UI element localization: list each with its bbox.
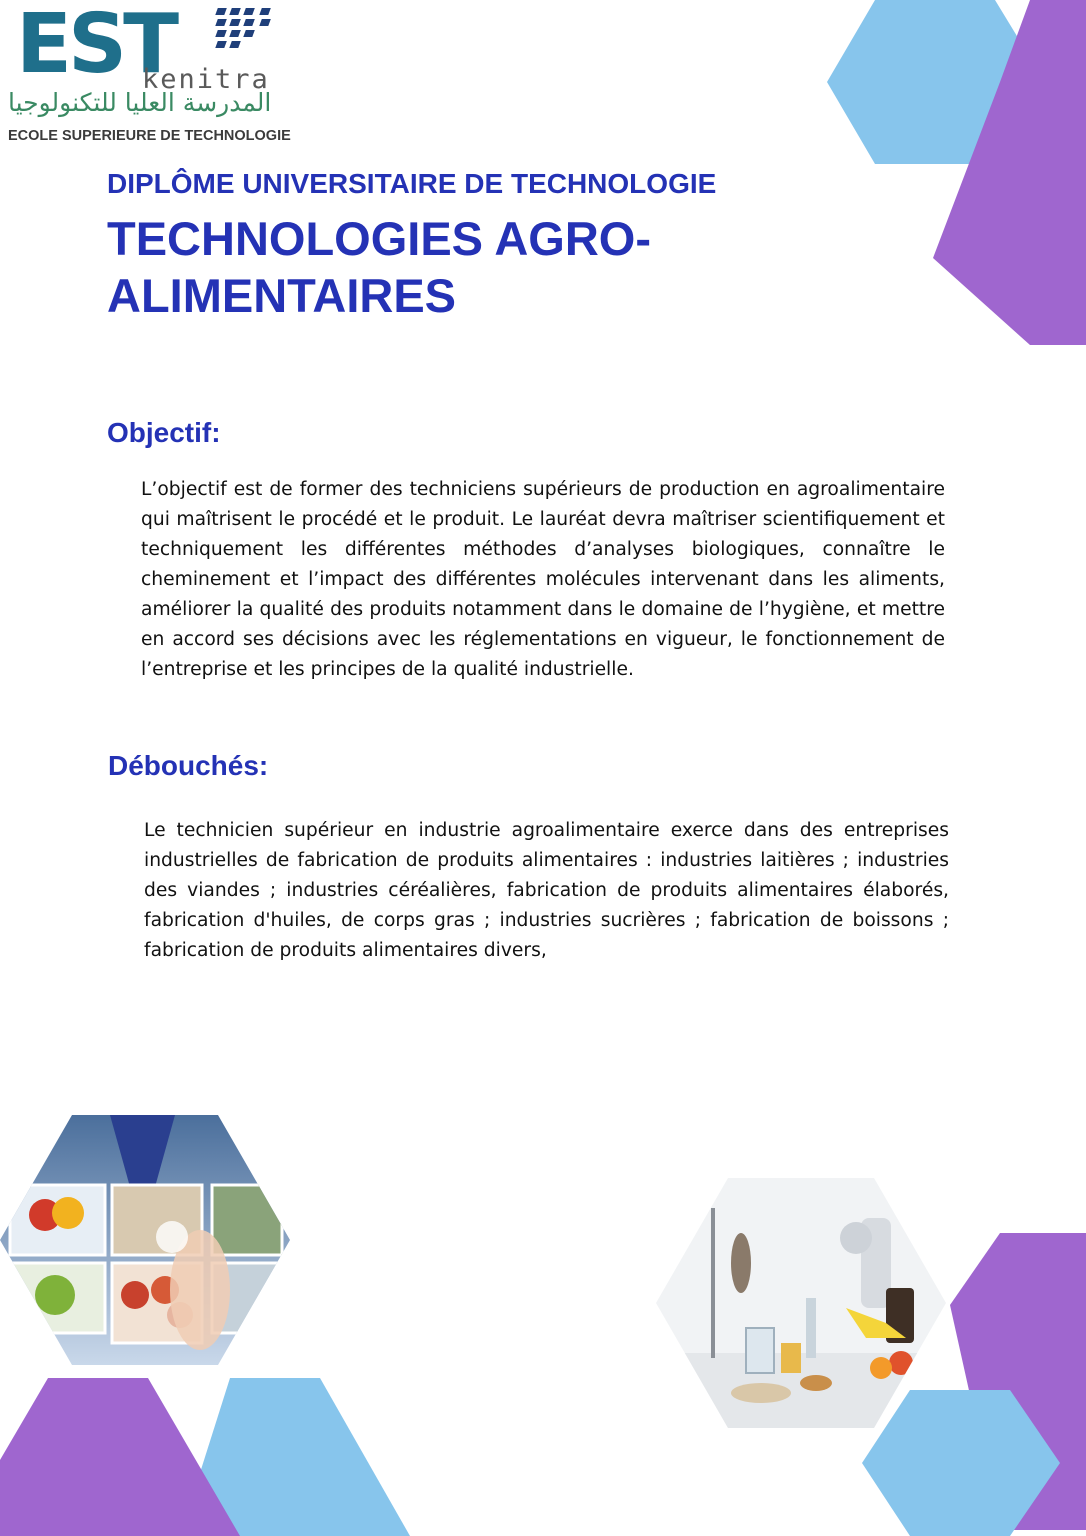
debouches-heading: Débouchés: [108,750,269,781]
logo-city: kenitra [142,64,270,95]
logo-grid-icon [190,2,280,52]
hexagon-purple-bottom [0,1378,240,1536]
objectif-paragraph: L’objectif est de former des techniciens supérieurs de production en agroalimentaire qui maîtrisent le procédé et le produit. Le lauréat devra maîtriser scientifiquement et techniquement les différentes méthodes d’analyses biologiques, connaître le cheminement et l’impact des différentes molécules intervenant dans les aliments, améliorer la qualité des produits notamment dans le domaine de l’hygiène, et mettre en accord ses décisions avec les réglementations en vigueur, le fonctionnement de l’entreprise et les principes de la qualité industrielle. [141,479,945,680]
school-logo [8,0,298,148]
diploma-title: DIPLÔME UNIVERSITAIRE DE TECHNOLOGIE [107,168,717,199]
food-interface-photo [0,1115,290,1365]
logo-acronym: EST [16,0,176,92]
logo-arabic-name: المدرسة العليا للتكنولوجيا [8,88,272,117]
debouches-paragraph: Le technicien supérieur en industrie agroalimentaire exerce dans des entreprises industrielles de fabrication de produits alimentaires : industries laitières ; industries des viandes ; industries céréalières, fabrication de produits alimentaires élaborés, fabrication d'huiles, de corps gras ; industries sucrières ; fabrication de boissons ; fabrication de produits alimentaires divers, [144,820,949,961]
food-lab-photo [656,1178,946,1428]
program-title: TECHNOLOGIES AGRO-ALIMENTAIRES [107,212,651,322]
logo-school-name: ECOLE SUPERIEURE DE TECHNOLOGIE [8,128,291,144]
objectif-heading: Objectif: [107,417,221,448]
